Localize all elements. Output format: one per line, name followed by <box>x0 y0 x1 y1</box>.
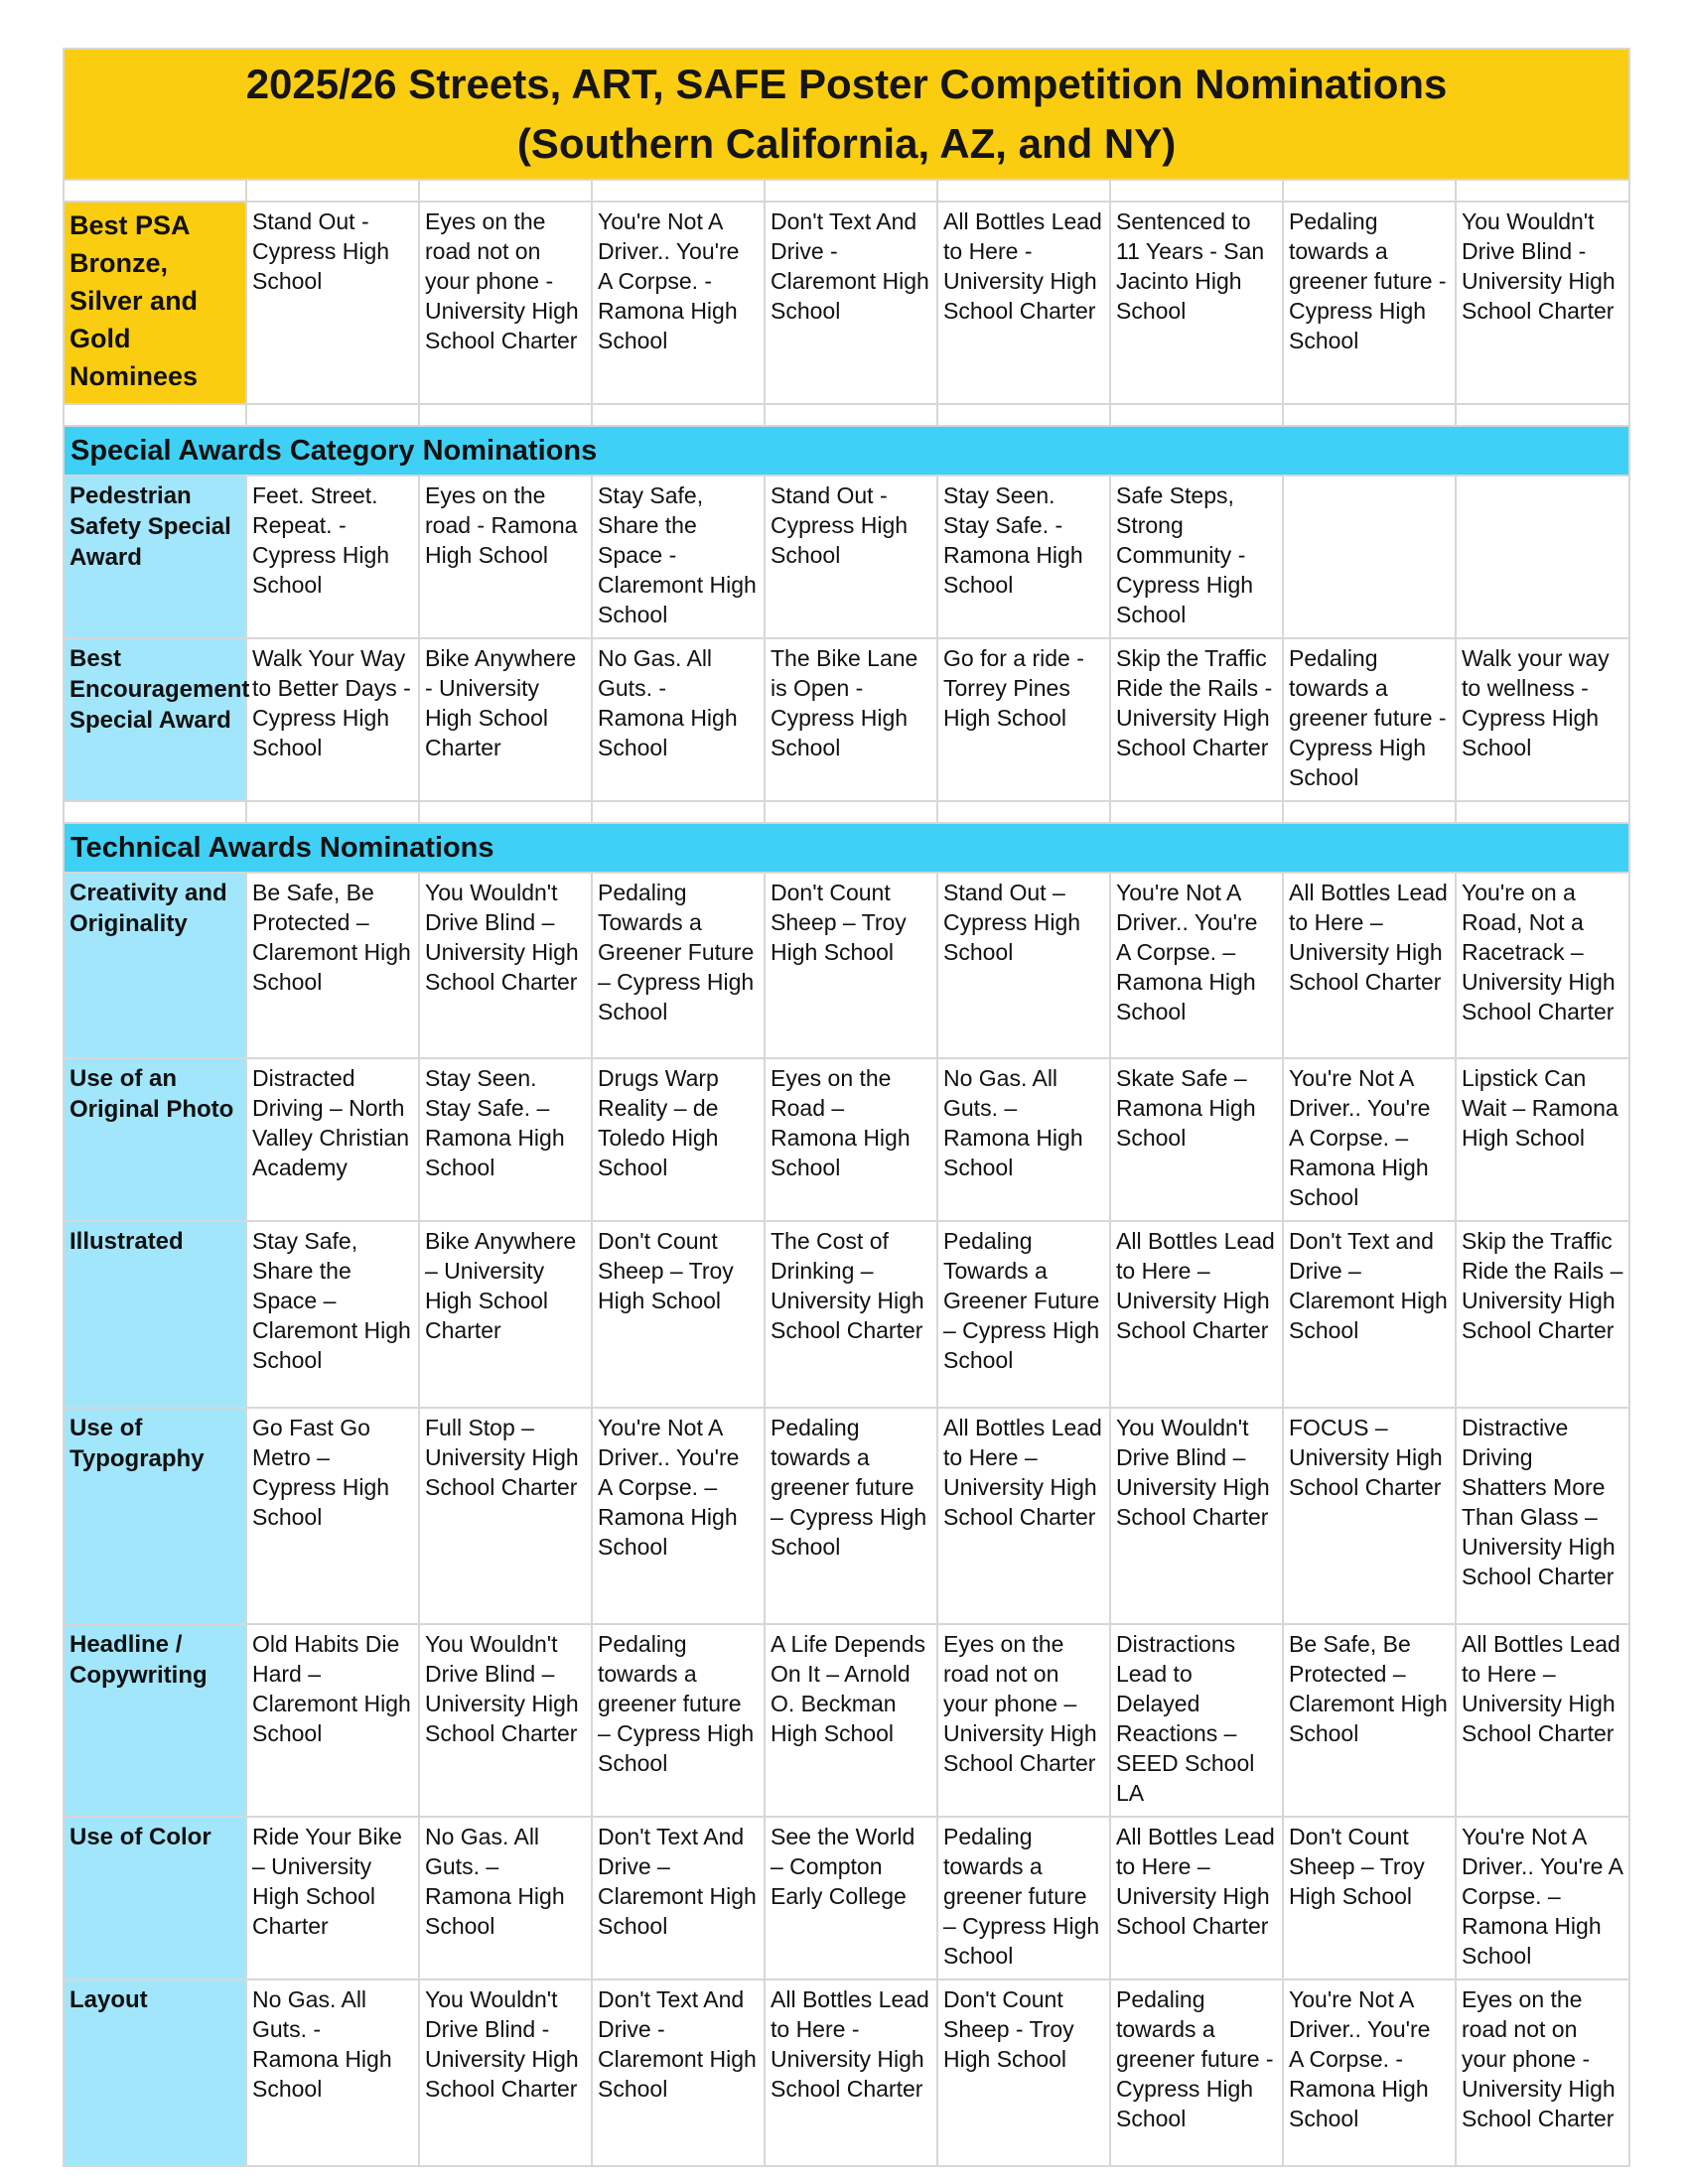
technical-row-photo <box>64 1058 1629 1221</box>
nominee-cell: Pedaling towards a greener future - Cypress High School <box>1283 202 1456 404</box>
nominee-cell: Stay Seen. Stay Safe. - Ramona High School <box>937 476 1110 638</box>
nominee-cell: Don't Text And Drive - Claremont High School <box>592 1979 765 2166</box>
nominee-cell: You Wouldn't Drive Blind – University High School Charter <box>1110 1408 1283 1624</box>
nominee-cell: You're on a Road, Not a Racetrack – University High School Charter <box>1456 873 1629 1058</box>
nominee-cell: See the World – Compton Early College <box>765 1817 937 1979</box>
nominee-cell: Pedaling Towards a Greener Future – Cypress High School <box>937 1221 1110 1408</box>
nominee-cell: Lipstick Can Wait – Ramona High School <box>1456 1058 1629 1221</box>
nominee-cell: Distracted Driving – North Valley Christian Academy <box>246 1058 419 1221</box>
technical-row-layout <box>64 1979 1629 2166</box>
nominee-cell: Ride Your Bike – University High School Charter <box>246 1817 419 1979</box>
nominee-cell: You Wouldn't Drive Blind – University High School Charter <box>419 873 592 1058</box>
nominee-cell: You're Not A Driver.. You're A Corpse. - Ramona High School <box>592 202 765 404</box>
page-title <box>64 49 1629 180</box>
nominee-cell: Don't Count Sheep – Troy High School <box>592 1221 765 1408</box>
nominee-cell: No Gas. All Guts. - Ramona High School <box>592 638 765 801</box>
nominee-cell: Bike Anywhere - University High School Charter <box>419 638 592 801</box>
nominee-cell: Go for a ride - Torrey Pines High School <box>937 638 1110 801</box>
nominee-cell: Walk your way to wellness - Cypress High School <box>1456 638 1629 801</box>
spacer-row <box>64 404 1629 426</box>
nominee-cell: You're Not A Driver.. You're A Corpse. – Ramona High School <box>1283 1058 1456 1221</box>
special-section-header <box>64 426 1629 476</box>
nominee-cell: Drugs Warp Reality – de Toledo High School <box>592 1058 765 1221</box>
row-label: Use of Typography <box>64 1408 246 1624</box>
technical-row-typography <box>64 1408 1629 1624</box>
row-label: Illustrated <box>64 1221 246 1408</box>
nominee-cell: Safe Steps, Strong Community - Cypress High School <box>1110 476 1283 638</box>
nominee-cell: Be Safe, Be Protected – Claremont High School <box>246 873 419 1058</box>
row-label: Use of an Original Photo <box>64 1058 246 1221</box>
nominee-cell: Full Stop – University High School Charter <box>419 1408 592 1624</box>
best-psa-row <box>64 202 1629 404</box>
nominee-cell: Eyes on the Road – Ramona High School <box>765 1058 937 1221</box>
spacer-row <box>64 801 1629 823</box>
row-label: Pedestrian Safety Special Award <box>64 476 246 638</box>
row-label: Best PSA Bronze, Silver and Gold Nominees <box>64 202 246 404</box>
nominee-cell: All Bottles Lead to Here – University High School Charter <box>1110 1221 1283 1408</box>
technical-section-header <box>64 823 1629 873</box>
row-label: Creativity and Originality <box>64 873 246 1058</box>
title-line-1: 2025/26 Streets, ART, SAFE Poster Competition Nominations <box>245 61 1448 107</box>
nominee-cell: Pedaling towards a greener future – Cypress High School <box>765 1408 937 1624</box>
section-title: Special Awards Category Nominations <box>64 426 1629 476</box>
title-row <box>64 49 1629 180</box>
nominee-cell: You Wouldn't Drive Blind – University High School Charter <box>419 1624 592 1817</box>
nominee-cell: Skip the Traffic Ride the Rails – University High School Charter <box>1456 1221 1629 1408</box>
nominee-cell: Pedaling Towards a Greener Future – Cypress High School <box>592 873 765 1058</box>
special-row-pedestrian <box>64 476 1629 638</box>
nominee-cell: Eyes on the road - Ramona High School <box>419 476 592 638</box>
nominee-cell: Stay Safe, Share the Space - Claremont High School <box>592 476 765 638</box>
nominee-cell: Stay Seen. Stay Safe. – Ramona High School <box>419 1058 592 1221</box>
nominee-cell: Be Safe, Be Protected – Claremont High School <box>1283 1624 1456 1817</box>
nominee-cell: You're Not A Driver.. You're A Corpse. - Ramona High School <box>1283 1979 1456 2166</box>
technical-row-creativity <box>64 873 1629 1058</box>
nominee-cell: Don't Text And Drive - Claremont High School <box>765 202 937 404</box>
nominee-cell: All Bottles Lead to Here - University High School Charter <box>937 202 1110 404</box>
nominee-cell: Pedaling towards a greener future - Cypress High School <box>1283 638 1456 801</box>
nominee-cell <box>1283 476 1456 638</box>
nominee-cell: You Wouldn't Drive Blind - University High School Charter <box>419 1979 592 2166</box>
nominee-cell: Stand Out - Cypress High School <box>246 202 419 404</box>
nominee-cell: Walk Your Way to Better Days - Cypress High School <box>246 638 419 801</box>
nominee-cell: You Wouldn't Drive Blind - University High School Charter <box>1456 202 1629 404</box>
title-line-2: (Southern California, AZ, and NY) <box>516 120 1177 167</box>
row-label: Layout <box>64 1979 246 2166</box>
nominee-cell: No Gas. All Guts. – Ramona High School <box>937 1058 1110 1221</box>
nominee-cell: Skip the Traffic Ride the Rails - University High School Charter <box>1110 638 1283 801</box>
nominee-cell: Don't Count Sheep - Troy High School <box>937 1979 1110 2166</box>
nominee-cell: You're Not A Driver.. You're A Corpse. – Ramona High School <box>592 1408 765 1624</box>
nominee-cell <box>1456 476 1629 638</box>
nominee-cell: Stay Safe, Share the Space – Claremont High School <box>246 1221 419 1408</box>
nominee-cell: Stand Out – Cypress High School <box>937 873 1110 1058</box>
nominee-cell: Distractions Lead to Delayed Reactions – SEED School LA <box>1110 1624 1283 1817</box>
nominee-cell: You're Not A Driver.. You're A Corpse. – Ramona High School <box>1456 1817 1629 1979</box>
nominee-cell: Pedaling towards a greener future – Cypress High School <box>937 1817 1110 1979</box>
row-label: Use of Color <box>64 1817 246 1979</box>
nominee-cell: Pedaling towards a greener future - Cypress High School <box>1110 1979 1283 2166</box>
nominee-cell: Go Fast Go Metro – Cypress High School <box>246 1408 419 1624</box>
nominee-cell: All Bottles Lead to Here – University High School Charter <box>1283 873 1456 1058</box>
special-row-encouragement <box>64 638 1629 801</box>
nominee-cell: All Bottles Lead to Here - University High School Charter <box>765 1979 937 2166</box>
nominee-cell: Don't Text and Drive – Claremont High School <box>1283 1221 1456 1408</box>
nominee-cell: Don't Text And Drive – Claremont High School <box>592 1817 765 1979</box>
row-label: Headline / Copywriting <box>64 1624 246 1817</box>
nominee-cell: Pedaling towards a greener future – Cypress High School <box>592 1624 765 1817</box>
nominee-cell: Bike Anywhere – University High School Charter <box>419 1221 592 1408</box>
row-label: Best Encouragement Special Award <box>64 638 246 801</box>
nominee-cell: Eyes on the road not on your phone – University High School Charter <box>937 1624 1110 1817</box>
nominee-cell: Don't Count Sheep – Troy High School <box>1283 1817 1456 1979</box>
nominee-cell: Eyes on the road not on your phone - University High School Charter <box>1456 1979 1629 2166</box>
nominee-cell: Skate Safe – Ramona High School <box>1110 1058 1283 1221</box>
nominee-cell: No Gas. All Guts. - Ramona High School <box>246 1979 419 2166</box>
nominee-cell: Distractive Driving Shatters More Than Glass – University High School Charter <box>1456 1408 1629 1624</box>
spacer-row <box>64 180 1629 202</box>
nominee-cell: FOCUS – University High School Charter <box>1283 1408 1456 1624</box>
nominee-cell: A Life Depends On It – Arnold O. Beckman High School <box>765 1624 937 1817</box>
nominee-cell: All Bottles Lead to Here – University High School Charter <box>937 1408 1110 1624</box>
nominee-cell: Stand Out - Cypress High School <box>765 476 937 638</box>
technical-row-headline <box>64 1624 1629 1817</box>
nominee-cell: Sentenced to 11 Years - San Jacinto High School <box>1110 202 1283 404</box>
nominee-cell: All Bottles Lead to Here – University High School Charter <box>1456 1624 1629 1817</box>
nominee-cell: Old Habits Die Hard – Claremont High School <box>246 1624 419 1817</box>
nominee-cell: Don't Count Sheep – Troy High School <box>765 873 937 1058</box>
section-title: Technical Awards Nominations <box>64 823 1629 873</box>
nominee-cell: You're Not A Driver.. You're A Corpse. – Ramona High School <box>1110 873 1283 1058</box>
technical-row-illustrated <box>64 1221 1629 1408</box>
nominee-cell: All Bottles Lead to Here – University High School Charter <box>1110 1817 1283 1979</box>
nominee-cell: No Gas. All Guts. – Ramona High School <box>419 1817 592 1979</box>
technical-row-color <box>64 1817 1629 1979</box>
nominee-cell: Eyes on the road not on your phone - University High School Charter <box>419 202 592 404</box>
nominee-cell: The Bike Lane is Open - Cypress High School <box>765 638 937 801</box>
nominee-cell: Feet. Street. Repeat. - Cypress High School <box>246 476 419 638</box>
nominations-table <box>63 48 1630 2167</box>
nominee-cell: The Cost of Drinking – University High School Charter <box>765 1221 937 1408</box>
